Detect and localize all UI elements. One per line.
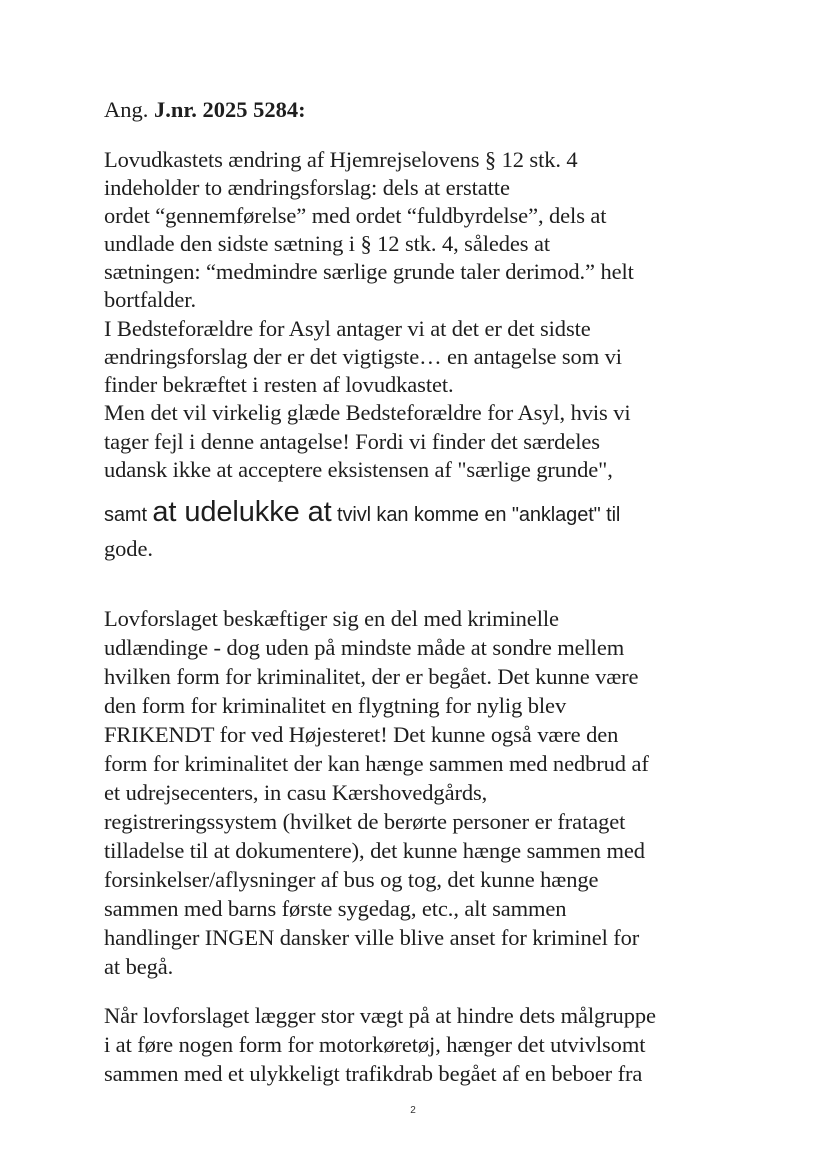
paragraph2-line: tilladelse til at dokumentere), det kunne hænge sammen med bbox=[104, 838, 645, 863]
paragraph1-line: I Bedsteforældre for Asyl antager vi at det er det sidste bbox=[104, 316, 591, 341]
paragraph1-line: undlade den sidste sætning i § 12 stk. 4, således at bbox=[104, 231, 550, 256]
paragraph3-line: i at føre nogen form for motorkøretøj, hænger det utvivlsomt bbox=[104, 1032, 646, 1057]
case-number: J.nr. 2025 5284: bbox=[154, 97, 306, 122]
paragraph1-line: Men det vil virkelig glæde Bedsteforældre for Asyl, hvis vi bbox=[104, 400, 631, 425]
paragraph3-line: Når lovforslaget lægger stor vægt på at hindre dets målgruppe bbox=[104, 1003, 656, 1028]
paragraph1-line: sætningen: “medmindre særlige grunde taler derimod.” helt bbox=[104, 259, 634, 284]
paragraph1-end: gode. bbox=[104, 536, 153, 561]
paragraph1-line: bortfalder. bbox=[104, 287, 196, 312]
paragraph1-line: udansk ikke at acceptere eksistensen af "særlige grunde", bbox=[104, 457, 613, 482]
paragraph3-line: sammen med et ulykkeligt trafikdrab begået af en beboer fra bbox=[104, 1061, 643, 1086]
paragraph2-line: Lovforslaget beskæftiger sig en del med kriminelle bbox=[104, 606, 559, 631]
paragraph2-line: et udrejsecenters, in casu Kærshovedgårds, bbox=[104, 780, 488, 805]
paragraph2-line: handlinger INGEN dansker ville blive anset for kriminel for bbox=[104, 925, 640, 950]
paragraph2-line: form for kriminalitet der kan hænge sammen med nedbrud af bbox=[104, 751, 649, 776]
paragraph1-line: indeholder to ændringsforslag: dels at erstatte bbox=[104, 175, 510, 200]
paragraph2-line: sammen med barns første sygedag, etc., alt sammen bbox=[104, 896, 567, 921]
mixed-line-part3: tvivl kan komme en "anklaget" til bbox=[331, 504, 621, 526]
paragraph2-line: at begå. bbox=[104, 954, 174, 979]
mixed-font-line bbox=[104, 494, 620, 533]
paragraph2-line: udlændinge - dog uden på mindste måde at sondre mellem bbox=[104, 635, 625, 660]
paragraph1-line: Lovudkastets ændring af Hjemrejselovens § 12 stk. 4 bbox=[104, 147, 578, 172]
paragraph2-line: den form for kriminalitet en flygtning for nylig blev bbox=[104, 693, 567, 718]
paragraph1-line: ordet “gennemførelse” med ordet “fuldbyrdelse”, dels at bbox=[104, 203, 607, 228]
heading-prefix: Ang. bbox=[104, 97, 149, 122]
page-number: 2 bbox=[410, 1105, 416, 1116]
mixed-line-emphasis: at udelukke at bbox=[152, 496, 332, 528]
paragraph2-line: forsinkelser/aflysninger af bus og tog, det kunne hænge bbox=[104, 867, 599, 892]
mixed-line-part1: samt bbox=[104, 504, 153, 526]
paragraph1-line: finder bekræftet i resten af lovudkastet. bbox=[104, 372, 454, 397]
paragraph2-line: registreringssystem (hvilket de berørte personer er frataget bbox=[104, 809, 626, 834]
paragraph1-line: ændringsforslag der er det vigtigste… en antagelse som vi bbox=[104, 344, 622, 369]
paragraph2-line: FRIKENDT for ved Højesteret! Det kunne også være den bbox=[104, 722, 619, 747]
paragraph1-line: tager fejl i denne antagelse! Fordi vi finder det særdeles bbox=[104, 429, 600, 454]
paragraph2-line: hvilken form for kriminalitet, der er begået. Det kunne være bbox=[104, 664, 639, 689]
reference-heading bbox=[104, 96, 306, 124]
